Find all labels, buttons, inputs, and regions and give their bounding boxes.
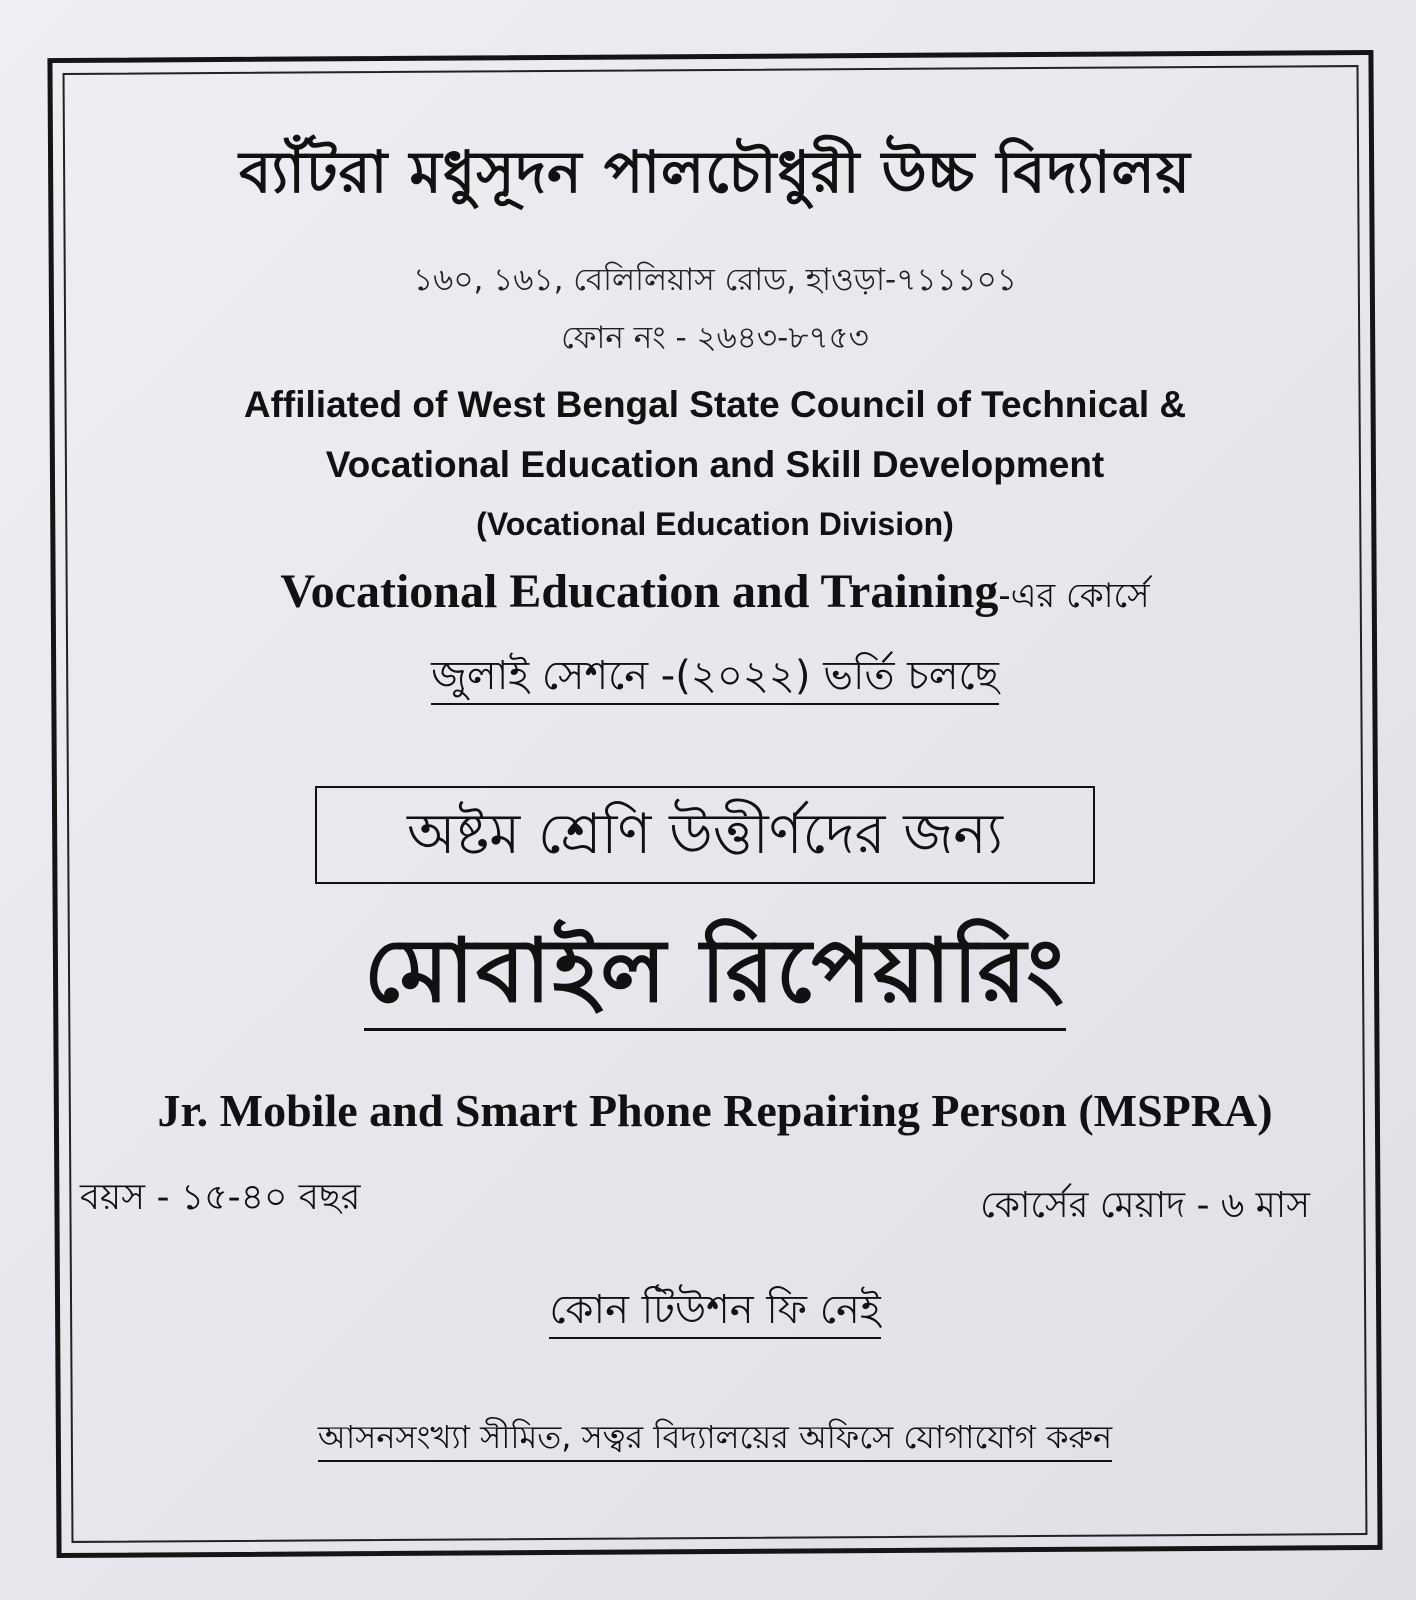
admission-notice bbox=[70, 644, 1360, 711]
course-title bbox=[70, 904, 1360, 1051]
eligibility-box: অষ্টম শ্রেণি উত্তীর্ণদের জন্য bbox=[315, 786, 1095, 884]
notice-content bbox=[70, 70, 1360, 1540]
course-title-text: মোবাইল রিপেয়ারিং bbox=[364, 919, 1066, 1031]
course-name-english: Jr. Mobile and Smart Phone Repairing Person (MSPRA) bbox=[157, 1085, 1273, 1136]
program-name-english: Vocational Education and Training bbox=[280, 565, 999, 618]
tuition-fee-notice bbox=[70, 1278, 1360, 1345]
school-address: ১৬০, ১৬১, বেলিলিয়াস রোড, হাওড়া-৭১১১০১ bbox=[413, 262, 1017, 298]
age-requirement: বয়স - ১৫-৪০ বছর bbox=[80, 1177, 361, 1218]
contact-text: আসনসংখ্যা সীমিত, সত্বর বিদ্যালয়ের অফিসে যোগাযোগ করুন bbox=[318, 1418, 1112, 1462]
division-label: (Vocational Education Division) bbox=[476, 506, 954, 542]
affiliation-line-2: Vocational Education and Skill Development bbox=[325, 444, 1105, 485]
admission-text: জুলাই সেশনে -(২০২২) ভর্তি চলছে bbox=[431, 653, 999, 705]
school-phone: ফোন নং - ২৬৪৩-৮৭৫৩ bbox=[561, 320, 869, 356]
program-line bbox=[70, 564, 1360, 627]
contact-notice bbox=[70, 1412, 1360, 1466]
program-name-suffix: -এর কোর্সে bbox=[998, 576, 1150, 616]
course-duration: কোর্সের মেয়াদ - ৬ মাস bbox=[980, 1185, 1310, 1226]
tuition-fee-text: কোন টিউশন ফি নেই bbox=[549, 1287, 880, 1339]
affiliation-line-1: Affiliated of West Bengal State Council of Technical & bbox=[243, 384, 1187, 425]
school-name: ব্যাঁটরা মধুসূদন পালচৌধুরী উচ্চ বিদ্যালয় bbox=[239, 138, 1191, 206]
